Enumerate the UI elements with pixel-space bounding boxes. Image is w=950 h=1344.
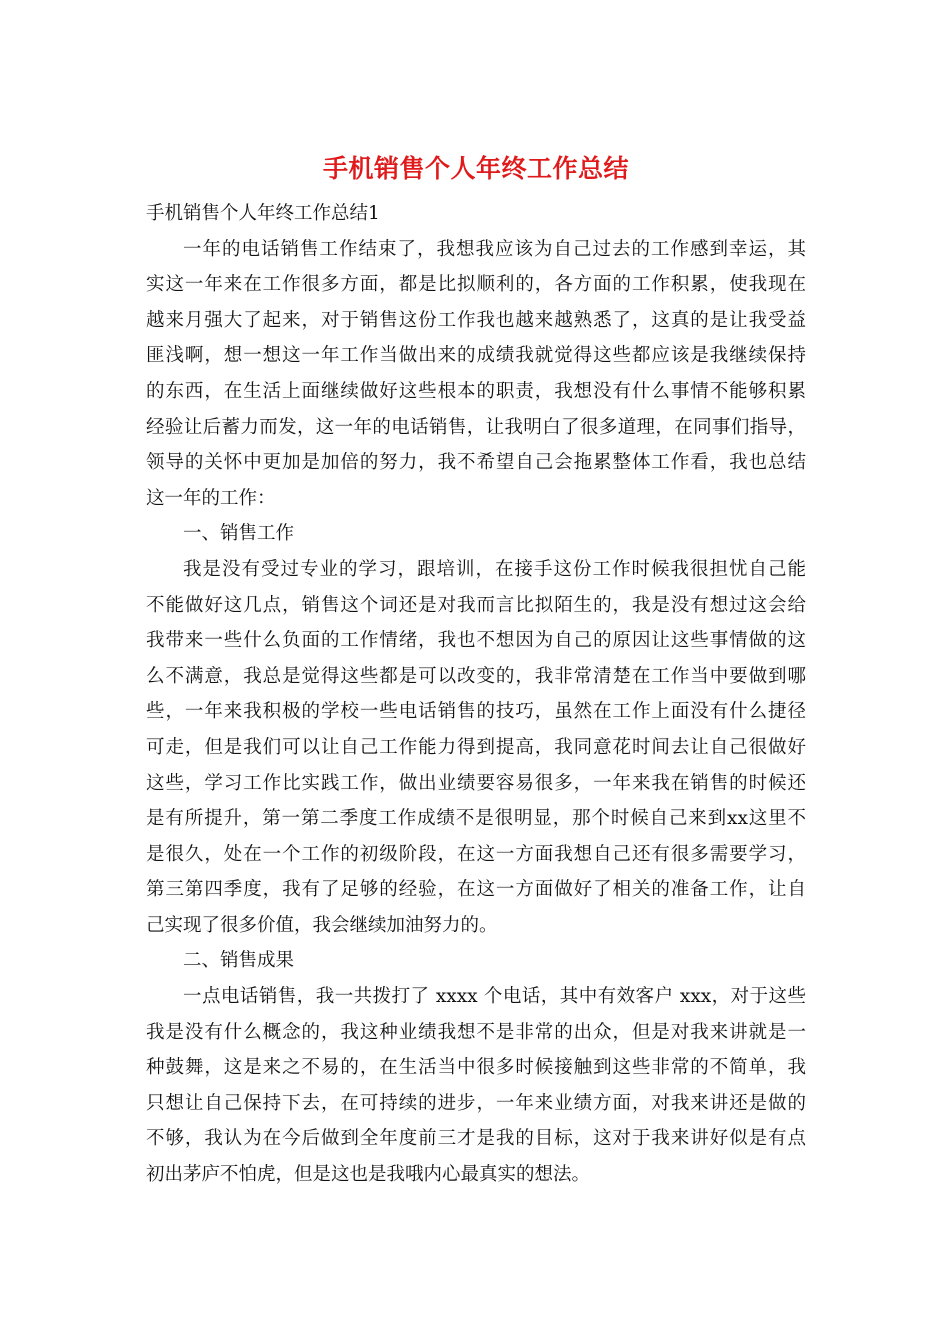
body-line: 我是没有受过专业的学习，跟培训，在接手这份工作时候我很担忧自己能 [183, 558, 806, 580]
body-line: 领导的关怀中更加是加倍的努力，我不希望自己会拖累整体工作看，我也总结 [146, 452, 806, 474]
body-line: 匪浅啊，想一想这一年工作当做出来的成绩我就觉得这些都应该是我继续保持 [146, 345, 806, 367]
body-line: 是有所提升，第一第二季度工作成绩不是很明显，那个时候自己来到xx这里不 [146, 808, 806, 830]
document-page [146, 148, 806, 1193]
body-line: 不够，我认为在今后做到全年度前三才是我的目标，这对于我来讲好似是有点 [146, 1128, 806, 1150]
body-line: 一年的电话销售工作结束了，我想我应该为自己过去的工作感到幸运，其 [183, 238, 806, 260]
body-line: 越来月强大了起来，对于销售这份工作我也越来越熟悉了，这真的是让我受益 [146, 309, 806, 331]
document-body [146, 232, 806, 1193]
body-line: 初出茅庐不怕虎，但是这也是我哦内心最真实的想法。 [146, 1164, 591, 1186]
body-line: 这些，学习工作比实践工作，做出业绩要容易很多，一年来我在销售的时候还 [146, 772, 806, 794]
body-line: 第三第四季度，我有了足够的经验，在这一方面做好了相关的准备工作，让自 [146, 879, 806, 901]
body-line: 二、销售成果 [183, 950, 295, 972]
body-line: 不能做好这几点，销售这个词还是对我而言比拟陌生的，我是没有想过这会给 [146, 594, 806, 616]
body-line: 些，一年来我积极的学校一些电话销售的技巧，虽然在工作上面没有什么捷径 [146, 701, 806, 723]
body-line: 我带来一些什么负面的工作情绪，我也不想因为自己的原因让这些事情做的这 [146, 630, 806, 652]
body-line: 这一年的工作： [146, 487, 276, 509]
body-line: 的东西，在生活上面继续做好这些根本的职责，我想没有什么事情不能够积累 [146, 380, 806, 402]
document-subtitle: 手机销售个人年终工作总结1 [146, 203, 380, 224]
body-line: 经验让后蓄力而发，这一年的电话销售，让我明白了很多道理，在同事们指导， [146, 416, 806, 438]
body-line: 种鼓舞，这是来之不易的，在生活当中很多时候接触到这些非常的不简单，我 [146, 1057, 806, 1079]
document-title: 手机销售个人年终工作总结 [322, 154, 629, 183]
body-line: 己实现了很多价值，我会继续加油努力的。 [146, 914, 498, 936]
body-line: 只想让自己保持下去，在可持续的进步，一年来业绩方面，对我来讲还是做的 [146, 1092, 806, 1114]
body-line: 一、销售工作 [183, 523, 295, 545]
body-line: 么不满意，我总是觉得这些都是可以改变的，我非常清楚在工作当中要做到哪 [146, 665, 806, 687]
body-line: 实这一年来在工作很多方面，都是比拟顺利的，各方面的工作积累，使我现在 [146, 274, 806, 296]
body-line: 可走，但是我们可以让自己工作能力得到提高，我同意花时间去让自己很做好 [146, 736, 806, 758]
body-line: 是很久，处在一个工作的初级阶段，在这一方面我想自己还有很多需要学习， [146, 843, 806, 865]
body-line: 一点电话销售，我一共拨打了 xxxx 个电话，其中有效客户 xxx，对于这些 [183, 986, 806, 1008]
body-line: 我是没有什么概念的，我这种业绩我想不是非常的出众，但是对我来讲就是一 [146, 1021, 806, 1043]
